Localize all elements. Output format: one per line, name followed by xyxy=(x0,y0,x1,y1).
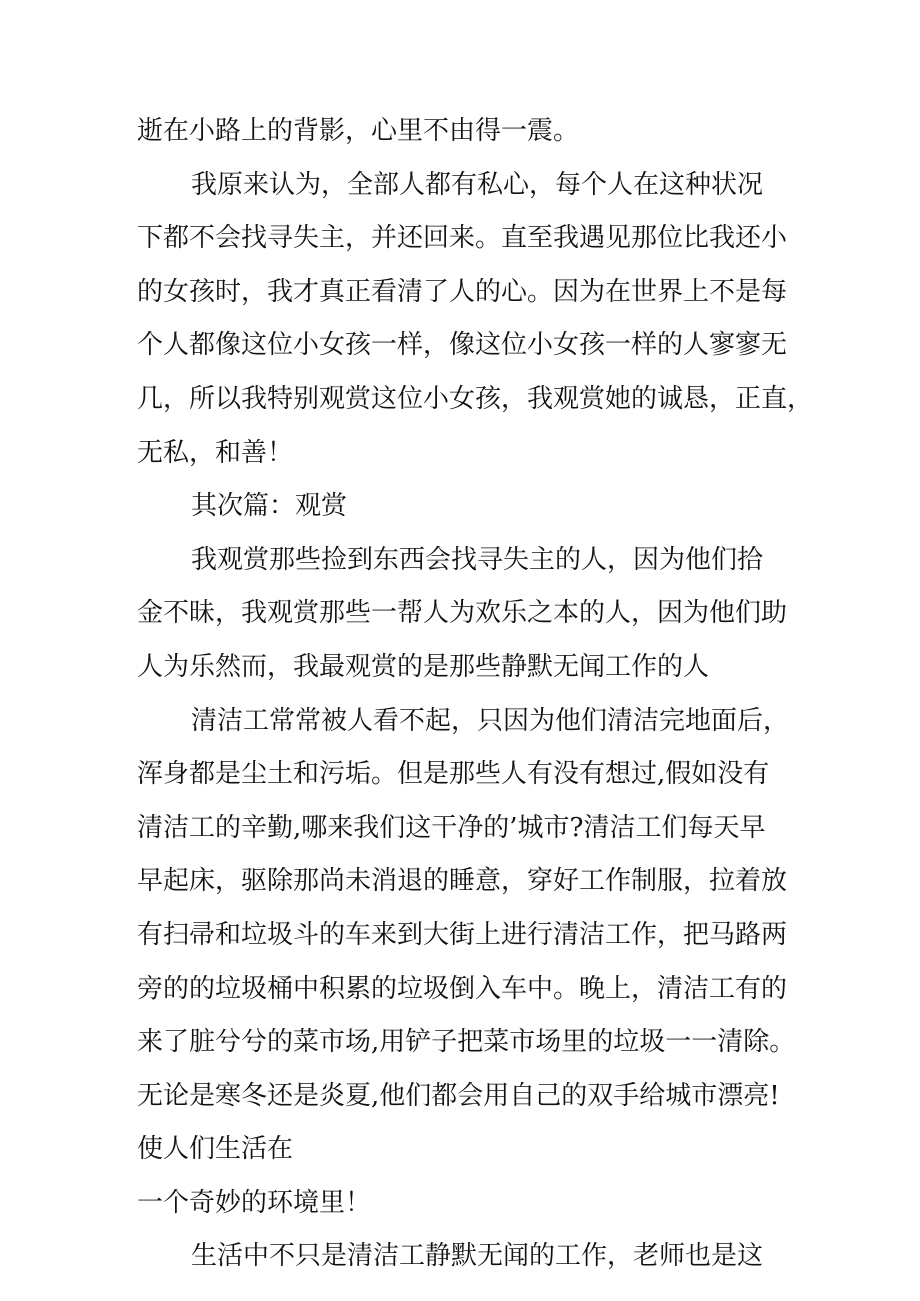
text-line: 金不昧，我观赏那些一帮人为欢乐之本的人，因为他们助 xyxy=(137,598,788,629)
text-line: 我观赏那些捡到东西会找寻失主的人，因为他们拾 xyxy=(191,544,764,575)
text-line: 的女孩时，我才真正看清了人的心。因为在世界上不是每 xyxy=(137,276,788,307)
text-line: 下都不会找寻失主，并还回来。直至我遇见那位比我还小 xyxy=(137,223,788,254)
text-line: 来了脏兮兮的菜市场,用铲子把菜市场里的垃圾一一清除。 xyxy=(137,1027,796,1058)
text-line: 一个奇妙的环境里！ xyxy=(137,1187,372,1218)
text-line: 逝在小路上的背影，心里不由得一震。 xyxy=(137,116,580,146)
body-text xyxy=(137,105,814,1284)
text-line: 早起床，驱除那尚未消退的睡意，穿好工作制服，拉着放 xyxy=(137,866,788,897)
text-line: 生活中不只是清洁工静默无闻的工作，老师也是这 xyxy=(191,1241,764,1272)
text-line: 旁的的垃圾桶中积累的垃圾倒入车中。晚上，清洁工有的 xyxy=(137,973,788,1004)
text-line: 使人们生活在 xyxy=(137,1134,294,1165)
text-line: 浑身都是尘土和污垢。但是那些人有没有想过,假如没有 xyxy=(137,759,770,790)
section-heading: 其次篇：观赏 xyxy=(191,491,348,522)
text-line: 无私，和善！ xyxy=(137,437,294,468)
text-line: 清洁工常常被人看不起，只因为他们清洁完地面后， xyxy=(191,705,790,736)
text-line: 无论是寒冬还是炎夏,他们都会用自己的双手给城市漂亮! xyxy=(137,1080,780,1111)
text-line: 清洁工的辛勤,哪来我们这干净的’城市?清洁工们每天早 xyxy=(137,812,766,843)
text-line: 几，所以我特别观赏这位小女孩，我观赏她的诚恳，正直， xyxy=(137,383,814,414)
text-line: 人为乐然而，我最观赏的是那些静默无闻工作的人 xyxy=(137,651,710,682)
text-line: 我原来认为，全部人都有私心，每个人在这种状况 xyxy=(191,169,764,200)
text-line: 个人都像这位小女孩一样，像这位小女孩一样的人寥寥无 xyxy=(137,330,788,361)
text-line: 有扫帚和垃圾斗的车来到大街上进行清洁工作，把马路两 xyxy=(137,919,788,950)
